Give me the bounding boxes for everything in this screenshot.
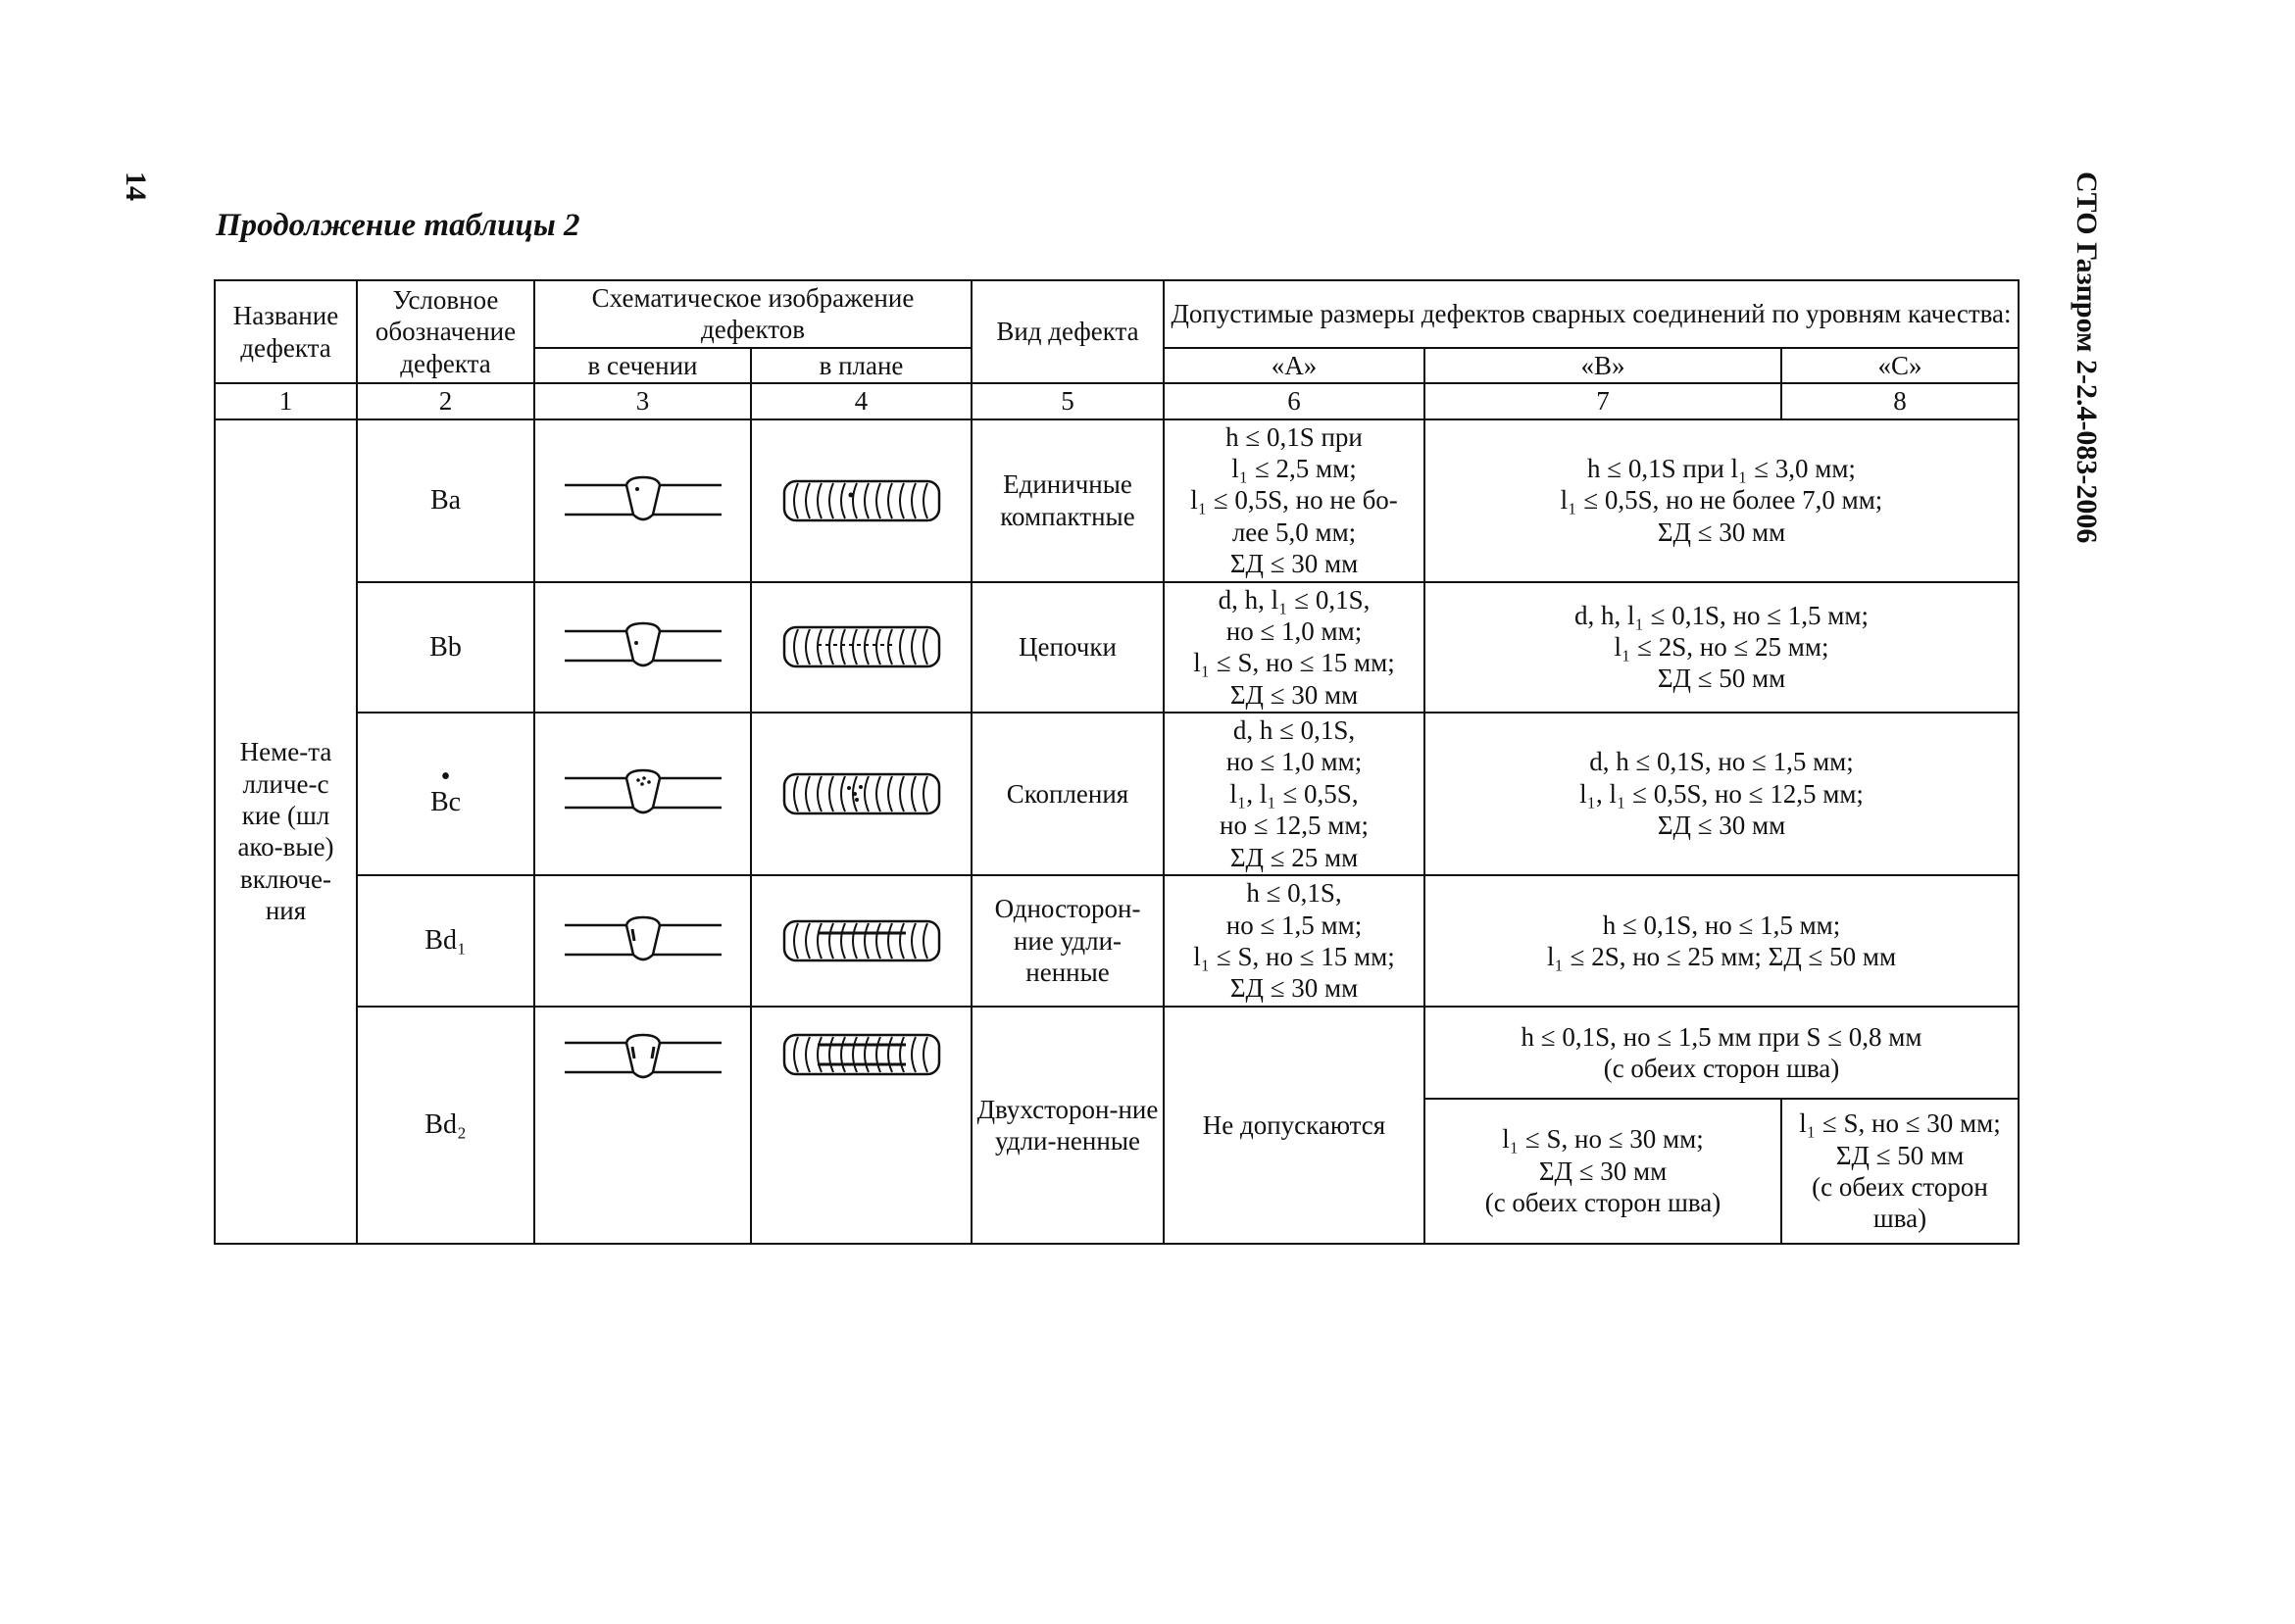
- limit-line: ΣД ≤ 25 мм: [1229, 842, 1359, 872]
- section-sketch: [560, 471, 726, 530]
- section-sketch-cell: [534, 419, 751, 582]
- limit-line: l₁ ≤ 0,5S, но не бо-: [1190, 485, 1398, 516]
- limit-line: ΣД ≤ 50 мм: [1657, 664, 1786, 694]
- section-sketch: [560, 1029, 726, 1088]
- plan-sketch-cell: [751, 419, 972, 582]
- limit-line: h ≤ 0,1S, но ≤ 1,5 мм при S ≤ 0,8 мм: [1521, 1021, 1922, 1052]
- level-bc-top-cell: [1424, 1007, 2019, 1099]
- table-row: [215, 1007, 2019, 1099]
- group-name-cell: [215, 419, 357, 1245]
- limit-line: ΣД ≤ 30 мм: [1657, 811, 1786, 841]
- kind-cell: Скопления: [972, 713, 1164, 875]
- section-sketch-cell: [534, 1007, 751, 1244]
- col-number: 6: [1164, 383, 1424, 418]
- level-bc-cell: [1424, 875, 2019, 1007]
- limit-line: h ≤ 0,1S,: [1246, 878, 1342, 909]
- plan-sketch-cell: [751, 582, 972, 714]
- table-row: [215, 582, 2019, 714]
- limit-line: l₁ ≤ S, но ≤ 30 мм;: [1502, 1124, 1704, 1155]
- limit-line: но ≤ 1,0 мм;: [1225, 615, 1363, 646]
- header-level-a: «А»: [1164, 348, 1424, 383]
- limit-line: l₁ ≤ S, но ≤ 15 мм;: [1193, 942, 1395, 972]
- table-row: [215, 713, 2019, 875]
- code-cell: Ba: [357, 419, 534, 582]
- col-number: 8: [1781, 383, 2019, 418]
- limit-line: d, h ≤ 0,1S,: [1232, 715, 1356, 746]
- header-plan: в плане: [751, 348, 972, 383]
- level-b-cell: [1424, 1099, 1781, 1244]
- limit-line: l₁ ≤ S, но ≤ 15 мм;: [1193, 648, 1395, 678]
- limit-line: h ≤ 0,1S при: [1225, 421, 1363, 452]
- limit-line: ΣД ≤ 30 мм: [1538, 1156, 1668, 1186]
- header-level-b: «В»: [1424, 348, 1781, 383]
- level-a-cell: [1164, 582, 1424, 714]
- defects-table: [214, 279, 2020, 1245]
- section-sketch: [560, 617, 726, 676]
- level-c-cell: [1781, 1099, 2019, 1244]
- limit-line: ΣД ≤ 30 мм: [1229, 549, 1359, 579]
- plan-sketch: [778, 621, 945, 672]
- limit-line: h ≤ 0,1S, но ≤ 1,5 мм;: [1602, 910, 1841, 940]
- header-kind: Вид дефекта: [972, 280, 1164, 383]
- level-bc-cell: [1424, 713, 2019, 875]
- limit-line: l₁ ≤ 2S, но ≤ 25 мм;: [1614, 632, 1829, 663]
- table-row: [215, 875, 2019, 1007]
- header-level-c: «С»: [1781, 348, 2019, 383]
- limit-line: (с обеих сторон шва): [1603, 1054, 1840, 1084]
- limit-line: но ≤ 12,5 мм;: [1220, 811, 1369, 841]
- level-bc-cell: [1424, 582, 2019, 714]
- plan-sketch: [778, 1029, 945, 1080]
- document-code: СТО Газпром 2-2.4-083-2006: [2070, 172, 2103, 544]
- level-a-cell: [1164, 875, 1424, 1007]
- code-cell: [357, 713, 534, 875]
- col-number: 4: [751, 383, 972, 418]
- plan-sketch: [778, 915, 945, 966]
- header-name: Название дефекта: [215, 280, 357, 383]
- limit-line: d, h ≤ 0,1S, но ≤ 1,5 мм;: [1589, 747, 1854, 777]
- table-caption: Продолжение таблицы 2: [216, 208, 580, 243]
- limit-line: ΣД ≤ 50 мм: [1835, 1140, 1965, 1170]
- limit-line: d, h, l₁ ≤ 0,1S, но ≤ 1,5 мм;: [1574, 600, 1869, 630]
- level-a-cell: [1164, 419, 1424, 582]
- section-sketch: [560, 911, 726, 970]
- kind-cell: Односторон-ние удли-ненные: [972, 875, 1164, 1007]
- limit-line: l₁ ≤ 2,5 мм;: [1231, 453, 1357, 483]
- kind-cell: Двухсторон-ние удли-ненные: [972, 1007, 1164, 1244]
- plan-sketch: [778, 768, 945, 819]
- limit-line: l₁ ≤ S, но ≤ 30 мм;: [1799, 1108, 2001, 1139]
- group-name: Неме-талличе-ские (шлако-вые) включе-ния: [237, 737, 334, 926]
- header-schematic: Схематическое изображение дефектов: [534, 280, 972, 348]
- limit-line: но ≤ 1,0 мм;: [1225, 747, 1363, 777]
- limit-line: l₁, l₁ ≤ 0,5S,: [1229, 778, 1359, 809]
- limit-line: лее 5,0 мм;: [1231, 517, 1357, 547]
- section-sketch-cell: [534, 713, 751, 875]
- limit-line: ΣД ≤ 30 мм: [1229, 679, 1359, 710]
- col-number: 3: [534, 383, 751, 418]
- limit-line: l₁ ≤ 0,5S, но не более 7,0 мм;: [1560, 485, 1883, 516]
- level-a-cell: [1164, 713, 1424, 875]
- code-cell: Bb: [357, 582, 534, 714]
- col-number: 7: [1424, 383, 1781, 418]
- code-cell: Bd₂: [357, 1007, 534, 1244]
- code-cell: Bd₁: [357, 875, 534, 1007]
- plan-sketch-cell: [751, 1007, 972, 1244]
- limit-line: ΣД ≤ 30 мм: [1657, 517, 1786, 547]
- limit-line: l₁ ≤ 2S, но ≤ 25 мм; ΣД ≤ 50 мм: [1546, 942, 1897, 972]
- col-number: 5: [972, 383, 1164, 418]
- limit-line: ΣД ≤ 30 мм: [1229, 973, 1359, 1004]
- plan-sketch-cell: [751, 875, 972, 1007]
- header-allowed: Допустимые размеры дефектов сварных соединений по уровням качества:: [1164, 280, 2019, 348]
- code-label: Bc: [429, 786, 462, 817]
- limit-line: h ≤ 0,1S при l₁ ≤ 3,0 мм;: [1587, 453, 1856, 483]
- section-sketch: [560, 764, 726, 823]
- limit-line: но ≤ 1,5 мм;: [1225, 910, 1363, 940]
- plan-sketch: [778, 475, 945, 526]
- kind-cell: Единичные компактные: [972, 419, 1164, 582]
- header-designation: Условное обозначение дефекта: [357, 280, 534, 383]
- kind-cell: Цепочки: [972, 582, 1164, 714]
- limit-line: l₁, l₁ ≤ 0,5S, но ≤ 12,5 мм;: [1579, 778, 1864, 809]
- code-dot: •: [440, 761, 451, 792]
- level-bc-cell: [1424, 419, 2019, 582]
- table-row: [215, 419, 2019, 582]
- col-number: 2: [357, 383, 534, 418]
- section-sketch-cell: [534, 582, 751, 714]
- plan-sketch-cell: [751, 713, 972, 875]
- col-number: 1: [215, 383, 357, 418]
- limit-line: (с обеих сторон шва): [1484, 1188, 1721, 1218]
- limit-line: (с обеих сторон: [1812, 1172, 1988, 1203]
- level-a-cell: Не допускаются: [1164, 1007, 1424, 1244]
- header-section: в сечении: [534, 348, 751, 383]
- limit-line: d, h, l₁ ≤ 0,1S,: [1218, 584, 1371, 615]
- section-sketch-cell: [534, 875, 751, 1007]
- page-number: 14: [120, 172, 152, 201]
- limit-line: шва): [1872, 1204, 1927, 1234]
